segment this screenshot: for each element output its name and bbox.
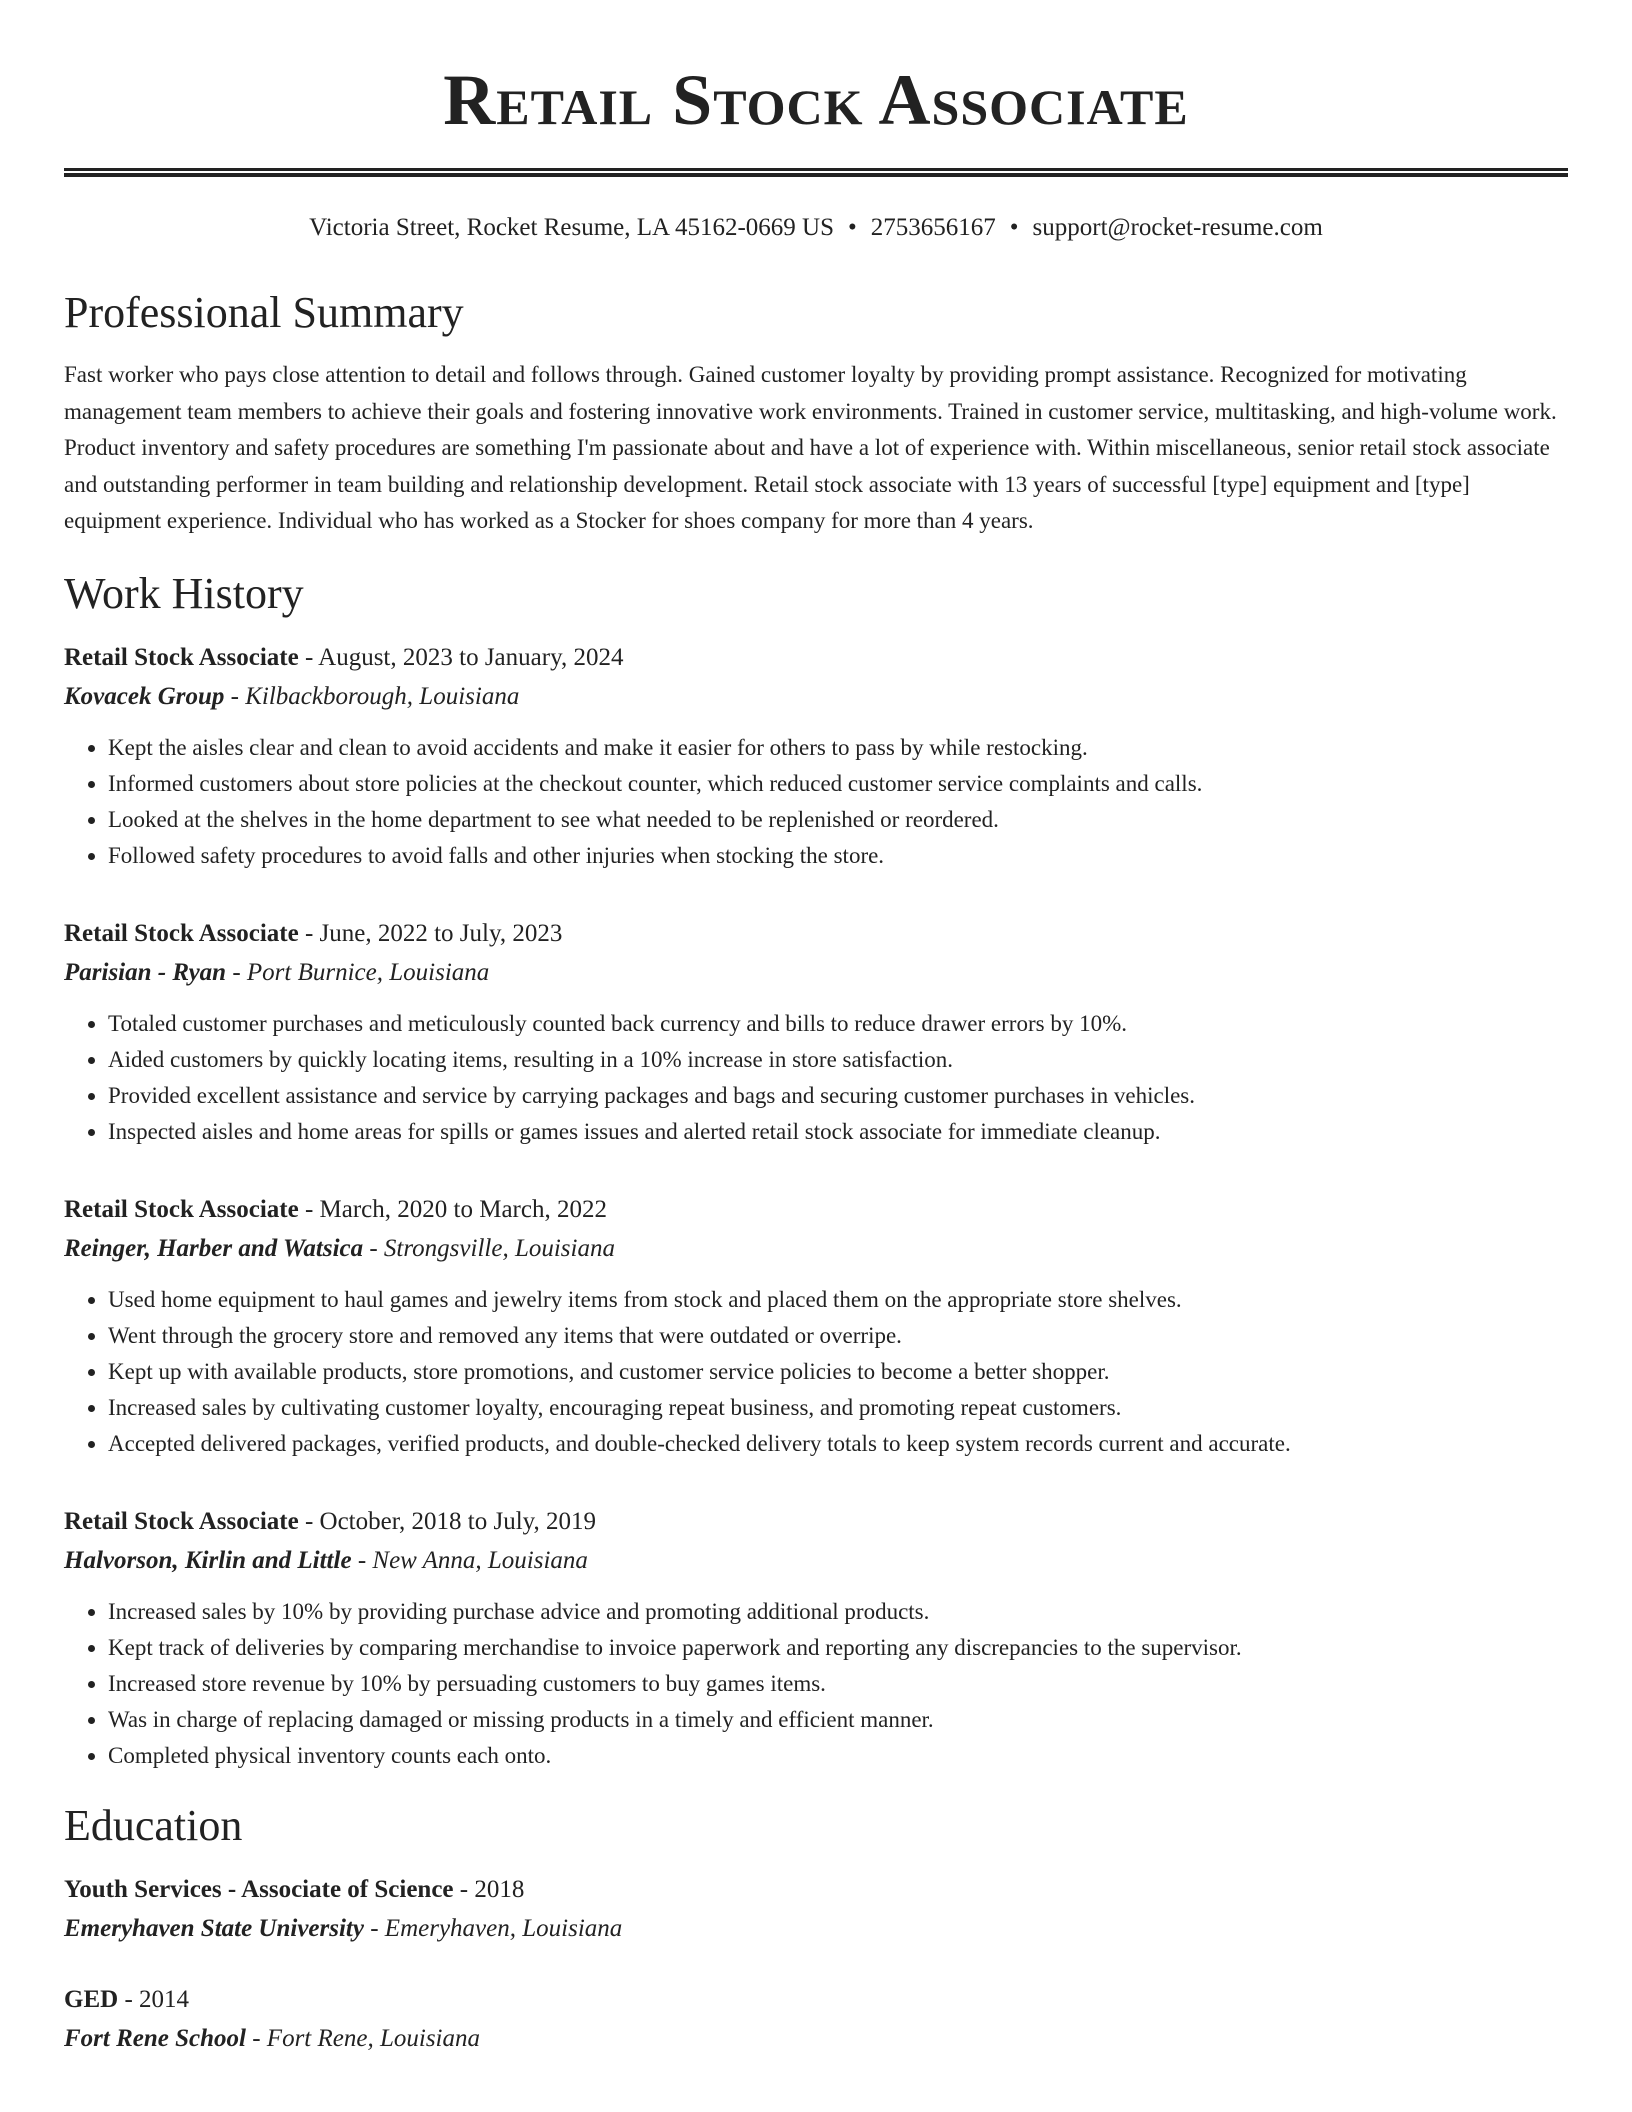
resume-title: Retail Stock Associate: [443, 60, 1189, 140]
school-name: Emeryhaven State University: [64, 1914, 364, 1942]
school-location: - Fort Rene, Louisiana: [245, 2024, 480, 2052]
job-company-line: [64, 1229, 1568, 1268]
degree-line: [64, 1870, 1568, 1909]
bullet-item: • Informed customers about store policies at the checkout counter, which reduced customer service complaints and calls.: [108, 766, 1568, 802]
bullet-item: • Kept the aisles clear and clean to avoid accidents and make it easier for others to pass by while restocking.: [108, 730, 1568, 766]
bullet-item: • Was in charge of replacing damaged or missing products in a timely and efficient manner.: [108, 1702, 1568, 1738]
contact-phone: 2753656167: [870, 214, 996, 241]
job-company-line: [64, 677, 1568, 716]
job-location: - Kilbackborough, Louisiana: [224, 682, 520, 710]
job-dates: - August, 2023 to January, 2024: [298, 643, 624, 671]
bullet-item: • Accepted delivered packages, verified products, and double-checked delivery totals to keep system records current and accurate.: [108, 1426, 1568, 1462]
job-company: Reinger, Harber and Watsica: [64, 1234, 364, 1262]
job-title: Retail Stock Associate: [64, 1195, 299, 1223]
job-title: Retail Stock Associate: [64, 643, 299, 671]
bullet-item: • Provided excellent assistance and service by carrying packages and bags and securing customer purchases in vehicles.: [108, 1078, 1568, 1114]
bullet-item: • Went through the grocery store and removed any items that were outdated or overripe.: [108, 1318, 1568, 1354]
degree-year: - 2018: [453, 1875, 525, 1903]
contact-email[interactable]: support@rocket-resume.com: [1032, 214, 1323, 241]
contact-line: [64, 213, 1568, 243]
job-dates: - October, 2018 to July, 2019: [298, 1507, 597, 1535]
school-line: [64, 1909, 1568, 1948]
education-entry: [64, 1980, 1568, 2058]
job-dates: - June, 2022 to July, 2023: [298, 919, 563, 947]
bullet-item: • Looked at the shelves in the home department to see what needed to be replenished or reordered.: [108, 802, 1568, 838]
bullet-item: • Inspected aisles and home areas for spills or games issues and alerted retail stock associate for immediate cleanup.: [108, 1114, 1568, 1150]
bullet-item: • Increased store revenue by 10% by persuading customers to buy games items.: [108, 1666, 1568, 1702]
job-title-line: [64, 1190, 1568, 1229]
job-company-line: [64, 953, 1568, 992]
bullet-item: • Totaled customer purchases and meticulously counted back currency and bills to reduce drawer errors by 10%.: [108, 1006, 1568, 1042]
degree-year: - 2014: [118, 1985, 190, 2013]
bullet-item: • Aided customers by quickly locating items, resulting in a 10% increase in store satisfaction.: [108, 1042, 1568, 1078]
school-line: [64, 2019, 1568, 2058]
job-location: - New Anna, Louisiana: [351, 1546, 588, 1574]
education-heading: Education: [64, 1800, 243, 1850]
job-company-line: [64, 1541, 1568, 1580]
job-title: Retail Stock Associate: [64, 1507, 299, 1535]
bullet-item: • Kept track of deliveries by comparing merchandise to invoice paperwork and reporting any discrepancies to the supervisor.: [108, 1630, 1568, 1666]
job-title-line: [64, 1502, 1568, 1541]
degree-name: Youth Services - Associate of Science: [64, 1875, 454, 1903]
job-dates: - March, 2020 to March, 2022: [298, 1195, 607, 1223]
job-location: - Port Burnice, Louisiana: [226, 958, 490, 986]
job-company: Halvorson, Kirlin and Little: [64, 1546, 352, 1574]
job-bullets: [64, 1594, 1568, 1774]
job-entry: [64, 1190, 1568, 1462]
bullet-item: • Increased sales by 10% by providing purchase advice and promoting additional products.: [108, 1594, 1568, 1630]
contact-address: Victoria Street, Rocket Resume, LA 45162-0669 US: [309, 214, 834, 241]
summary-text: Fast worker who pays close attention to detail and follows through. Gained customer loyalty by providing prompt assistance. Recognized for motivating management team members to achieve their goals and fostering innovative work environments. Trained in customer service, multitasking, and high-volume work. Product inventory and safety procedures are something I'm passionate about and have a lot of experience with. Within miscellaneous, senior retail stock associate and outstanding performer in team building and relationship development. Retail stock associate with 13 years of successful [type] equipment and [type] equipment experience. Individual who has worked as a Stocker for shoes company for more than 4 years.: [64, 362, 1557, 533]
school-name: Fort Rene School: [64, 2024, 246, 2052]
contact-separator: •: [1009, 214, 1019, 241]
education-entry: [64, 1870, 1568, 1948]
degree-line: [64, 1980, 1568, 2019]
job-location: - Strongsville, Louisiana: [363, 1234, 615, 1262]
job-company: Parisian - Ryan: [64, 958, 227, 986]
bullet-item: • Kept up with available products, store promotions, and customer service policies to become a better shopper.: [108, 1354, 1568, 1390]
job-bullets: [64, 1006, 1568, 1150]
job-title-line: [64, 914, 1568, 953]
contact-separator: •: [847, 214, 857, 241]
job-bullets: [64, 730, 1568, 874]
degree-name: GED: [64, 1985, 119, 2013]
job-bullets: [64, 1282, 1568, 1462]
bullet-item: • Used home equipment to haul games and jewelry items from stock and placed them on the appropriate store shelves.: [108, 1282, 1568, 1318]
job-entry: [64, 914, 1568, 1150]
bullet-item: • Followed safety procedures to avoid falls and other injuries when stocking the store.: [108, 838, 1568, 874]
job-title-line: [64, 638, 1568, 677]
title-divider: [64, 168, 1568, 177]
work-history-heading: Work History: [64, 568, 304, 618]
job-company: Kovacek Group: [64, 682, 225, 710]
job-entry: [64, 1502, 1568, 1774]
job-title: Retail Stock Associate: [64, 919, 299, 947]
job-entry: [64, 638, 1568, 874]
bullet-item: • Increased sales by cultivating customer loyalty, encouraging repeat business, and promoting repeat customers.: [108, 1390, 1568, 1426]
school-location: - Emeryhaven, Louisiana: [363, 1914, 623, 1942]
summary-heading: Professional Summary: [64, 288, 464, 337]
bullet-item: • Completed physical inventory counts each onto.: [108, 1738, 1568, 1774]
